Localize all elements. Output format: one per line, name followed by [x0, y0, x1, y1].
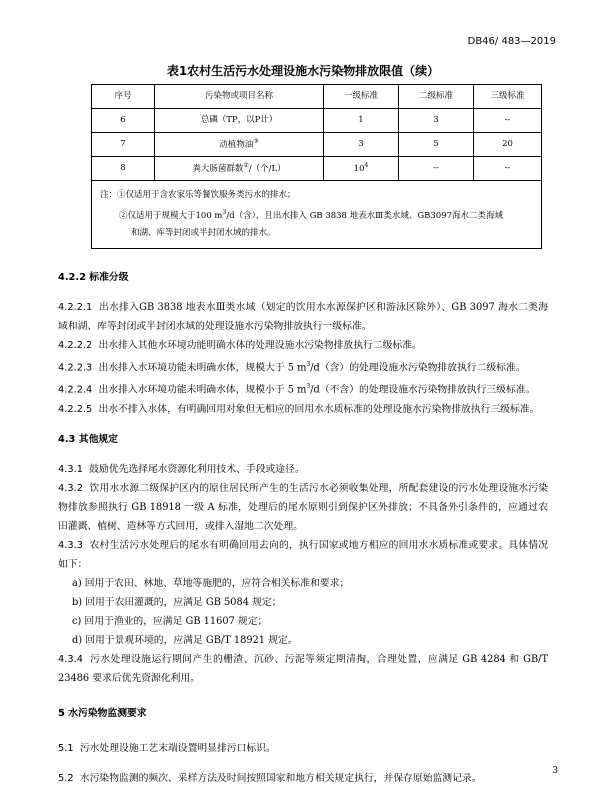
clause-text-a: 出水排入水环境功能未明确水体，规模大于 5 m — [98, 362, 307, 374]
emission-limits-table — [91, 84, 542, 249]
column-header-grade2: 二级标准 — [399, 85, 474, 109]
clause-number: 4.3.1 — [58, 463, 83, 475]
column-header-no: 序号 — [92, 85, 155, 109]
clause-sup: 3 — [306, 361, 311, 368]
cell-no: 8 — [92, 157, 155, 181]
cell-grade3: -- — [474, 109, 542, 133]
clause-4-2-2-1 — [58, 298, 548, 336]
table-notes-row — [92, 181, 542, 249]
clause-5-1 — [58, 739, 548, 758]
cell-grade1 — [324, 157, 399, 181]
clause-4-3-4 — [58, 650, 548, 688]
cell-name-text: 总磷（TP，以P计） — [200, 115, 278, 126]
clause-sup: 3 — [306, 383, 311, 391]
table-header-row — [92, 85, 542, 109]
note-2b: /d（含），且出水排入 GB 3838 地表水Ⅲ类水域、GB3097海水二类海域 — [226, 210, 504, 221]
clause-text-b: /d（含）的处理设施水污染物排放执行二级标准。 — [310, 362, 526, 374]
cell-name-unit: /（个/L） — [248, 164, 286, 175]
cell-grade3: -- — [474, 157, 542, 181]
cell-name — [155, 157, 324, 181]
clause-4-2-2-5 — [58, 400, 548, 419]
list-item: a) 回用于农田、林地、草地等施肥的，应符合相关标准和要求； — [72, 577, 350, 589]
standard-code: DB46/ 483—2019 — [467, 36, 556, 47]
clause-number: 4.2.2.4 — [58, 384, 93, 396]
note-1: ①仅适用于含农家乐等餐饮服务类污水的排水； — [117, 190, 296, 200]
cell-name-text: 动植物油 — [219, 140, 254, 151]
clause-text: 饮用水水源二级保护区内的原住居民所产生的生活污水必须收集处理，所配套建设的污水处理设施水污染物排放参照执行 GB 18918 一级 A 标准，处理后的尾水原则引到保护区外排放；不具备外引条件的，应通过农田灌溉、植树、造林等方式回用，或排入湿地二次处理。 — [58, 482, 548, 532]
note-2-sup: 3 — [222, 209, 227, 216]
clause-text: 出水排入其他水环境功能明确水体的处理设施水污染物排放执行二级标准。 — [98, 340, 422, 351]
table-notes — [92, 181, 542, 249]
clause-text: 鼓励优先选择尾水资源化利用技术、手段或途径。 — [89, 463, 305, 475]
clause-5-2 — [58, 769, 548, 788]
clause-number: 4.3.3 — [58, 539, 83, 551]
clause-text: 出水排入GB 3838 地表水Ⅲ类水域（划定的饮用水水源保护区和游泳区除外）、GB 3097 海水二类海域和湖、库等封闭或半封闭水域的处理设施水污染物排放执行一级标准。 — [58, 302, 548, 332]
clause-4-3-2 — [58, 479, 548, 536]
clause-number: 4.3.2 — [58, 482, 83, 494]
clause-number: 5.2 — [58, 772, 74, 784]
clause-4-2-2-4 — [58, 377, 548, 399]
page-number: 3 — [552, 766, 558, 776]
clause-number: 4.2.2.3 — [58, 362, 93, 374]
cell-grade1: 3 — [324, 133, 399, 157]
table-title: 表1农村生活污水处理设施水污染物排放限值（续） — [166, 64, 440, 78]
cell-name — [155, 109, 324, 133]
cell-grade2: -- — [399, 157, 474, 181]
clause-number: 4.2.2.5 — [58, 403, 93, 415]
clause-4-2-2-2 — [58, 336, 548, 355]
clause-text: 出水不排入水体，有明确回用对象但无相应的回用水水质标准的处理设施水污染物排放执行三级标准。 — [98, 403, 540, 415]
cell-name — [155, 133, 324, 157]
table-row — [92, 109, 542, 133]
clause-4-2-2-3 — [58, 355, 548, 377]
cell-grade1-base: 10 — [353, 164, 365, 175]
clause-4-3-3 — [58, 536, 548, 574]
cell-grade1: 1 — [324, 109, 399, 133]
clause-text: 农村生活污水处理后的尾水有明确回用去向的，执行国家或地方相应的回用水水质标准或要求。具体情况如下： — [58, 539, 548, 570]
footnote-ref: ③ — [253, 138, 259, 146]
note-line-3: 和湖、库等封闭或半封闭水域的排水。 — [131, 227, 276, 238]
clause-text: 污水处理设施工艺末端设置明显排污口标识。 — [79, 742, 276, 754]
clause-number: 4.2.2.2 — [58, 340, 93, 351]
column-header-grade1: 一级标准 — [324, 85, 399, 109]
section-5-heading: 5 水污染物监测要求 — [58, 707, 147, 719]
note-line-2 — [100, 204, 533, 225]
list-item: b) 回用于农田灌溉的，应满足 GB 5084 规定； — [72, 596, 282, 608]
cell-name-text: 粪大肠菌群数 — [192, 164, 244, 175]
clause-text: 污水处理设施运行期间产生的栅渣、沉砂、污泥等须定期清掏，合理处置，应满足 GB 4284 和 GB/T 23486 要求后优先资源化利用。 — [58, 653, 548, 684]
section-4-2-2-heading: 4.2.2 标准分级 — [58, 272, 129, 283]
footnote-ref: ② — [243, 162, 249, 170]
list-item: d) 回用于景观环境的，应满足 GB/T 18921 规定。 — [72, 634, 298, 646]
note-line-1 — [100, 187, 533, 204]
list-item: c) 回用于渔业的，应满足 GB 11607 规定； — [72, 615, 268, 627]
note-2a: ②仅适用于规模大于100 m — [119, 210, 223, 221]
clause-text-a: 出水排入水环境功能未明确水体，规模小于 5 m — [98, 384, 307, 396]
note-prefix: 注： — [100, 190, 118, 200]
cell-no: 6 — [92, 109, 155, 133]
cell-grade2: 3 — [399, 109, 474, 133]
table-row — [92, 133, 542, 157]
cell-grade3: 20 — [474, 133, 542, 157]
clause-text: 水污染物监测的频次、采样方法及时间按照国家和地方相关规定执行，并保存原始监测记录。 — [79, 772, 482, 784]
cell-grade1-exponent: 4 — [364, 162, 369, 170]
clause-4-3-1 — [58, 460, 548, 479]
column-header-grade3: 三级标准 — [474, 85, 542, 109]
table-row — [92, 157, 542, 181]
section-4-3-heading: 4.3 其他规定 — [58, 433, 118, 445]
clause-text-b: /d（不含）的处理设施水污染物排放执行三级标准。 — [310, 384, 536, 396]
clause-number: 4.3.4 — [58, 653, 83, 665]
cell-no: 7 — [92, 133, 155, 157]
clause-number: 4.2.2.1 — [58, 302, 93, 313]
column-header-item: 污染物或项目名称 — [155, 85, 324, 109]
clause-number: 5.1 — [58, 742, 74, 754]
cell-grade2: 5 — [399, 133, 474, 157]
document-body — [58, 268, 548, 788]
